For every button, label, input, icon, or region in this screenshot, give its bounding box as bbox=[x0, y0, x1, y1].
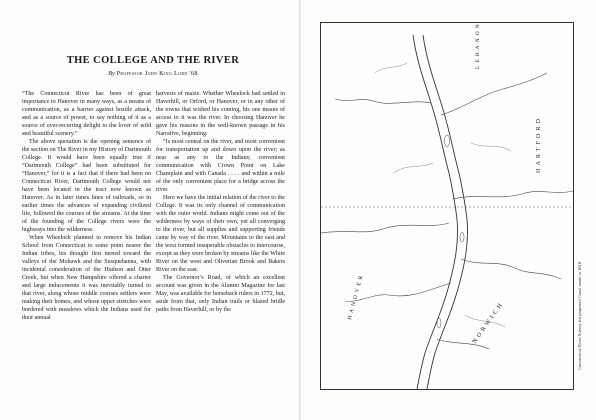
tributary bbox=[461, 259, 561, 279]
paragraph-quote: “Is most central on the river, and most convenient for transportation up and down upon the river; as near as any to the Indians; convenient communication with Crown Point on Lake Champlain and with Canada . . . . and within a mile of the only convenient place for a bridge across the river. bbox=[156, 139, 285, 193]
map-label-lebanon: LEBANON bbox=[475, 21, 481, 69]
river-map-drawing bbox=[321, 23, 573, 389]
tributary bbox=[321, 223, 449, 233]
text-column-2 bbox=[156, 90, 285, 408]
stream bbox=[471, 143, 511, 151]
paragraph: The Governor’s Road, of which an excellent account was given in the Alumni Magazine for last May, was available for horseback riders in 1772, but, aside from that, only Indian trails or blazed bridle paths from Haverhill, or by the bbox=[156, 275, 285, 313]
paragraph: The above quotation is the opening sentence of the section on The River in my History of Dartmouth College. It would have been equally true if “Dartmouth College” had been substituted for “Hanover,” for it is a fact that if there had been no Connecticut River, Dartmouth College would not have been located in the tract now known as Hanover. As in later times lines of railroads, so in earlier times the advances of expanding civilized life, followed the courses of the streams. At the time of the founding of the College rivers were the highways into the wilderness. bbox=[22, 139, 151, 233]
river-island bbox=[445, 135, 450, 147]
paragraph-quote: “The Connecticut River has been of great importance to Hanover in many ways, as a means of communication, as a barrier against hostile attack, and as a source of power, to say nothing of it as a source of ever-recurring delight to the lover of wild and beautiful scenery.” bbox=[22, 91, 151, 137]
paragraph: Here we have the initial relation of the river to the College. It was its only channel of communication with the outer world. Indians might come out of the wilderness by ways of their own, yet all converging to the river, but all supplies and supporting friends came by way of the river. Mountains to the east and the west formed insuperable obstacles to intercourse, except as they were broken by streams like the White River on the west and Oliverian Brook and Bakers River on the east. bbox=[156, 195, 285, 273]
river-island bbox=[460, 232, 464, 242]
paragraph: harvests of maize. Whether Wheelock had settled in Haverhill, or Orford, or Hanover, or in any other of the towns that wished his coming, his one means of access to it was the river. In choosing Hanover he gave his reasons in the well-known passage in his Narrative, beginning: bbox=[156, 91, 285, 137]
paragraph: When Wheelock planned to remove his Indian School from Connecticut to some point nearer the Indian tribes, his thought first turned toward the valleys of the Mohawk and the Susquehanna, with incidental consideration of the Hudson and Otter Creek, but when New Hampshire offered a charter and large inducements it was inevitably turned to that river, along whose middle courses settlers were making their homes, and whose upper stretches were bordered with meadows which the Indians used for their annual bbox=[22, 235, 151, 321]
map-label-norwich: NORWICH bbox=[471, 299, 506, 346]
stream bbox=[375, 63, 407, 73]
river-bank-west bbox=[413, 35, 458, 389]
map-label-hartford: HARTFORD bbox=[535, 116, 542, 173]
article-byline bbox=[22, 70, 284, 77]
tributary bbox=[453, 191, 573, 199]
byline-author: Professor John King Lord '68 bbox=[116, 70, 198, 77]
river-island bbox=[437, 318, 441, 328]
tributary bbox=[335, 99, 431, 103]
map-caption: Connecticut River Survey for proposed Canal made in 1818 bbox=[577, 262, 582, 370]
tributary bbox=[441, 73, 547, 115]
byline-prefix: By bbox=[108, 70, 115, 77]
river-bank-east bbox=[423, 35, 468, 389]
stream bbox=[393, 163, 433, 173]
river-map bbox=[320, 22, 574, 390]
map-label-hanover: HANOVER bbox=[347, 272, 366, 321]
article-title: THE COLLEGE AND THE RIVER bbox=[66, 55, 240, 66]
text-column-1 bbox=[22, 90, 151, 408]
tributary bbox=[437, 339, 489, 349]
